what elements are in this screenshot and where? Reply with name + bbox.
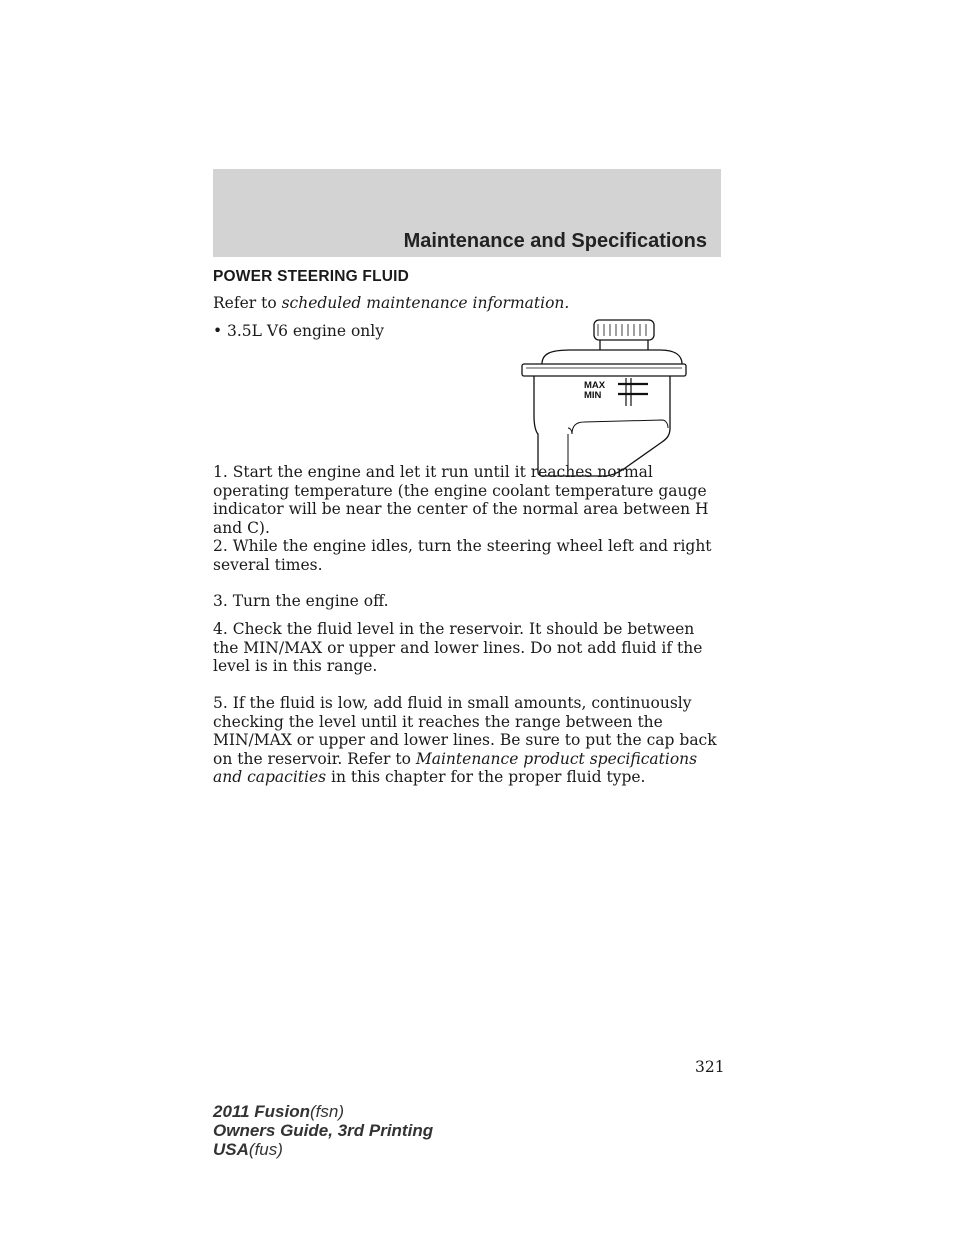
refer-link-text: scheduled maintenance information. — [281, 294, 570, 312]
section-heading: POWER STEERING FLUID — [213, 268, 410, 285]
reservoir-body — [534, 376, 670, 476]
footer-market: USA — [213, 1140, 249, 1159]
document-footer — [213, 1102, 433, 1159]
max-label: MAX — [584, 380, 606, 391]
step-1: 1. Start the engine and let it run until it reaches normal operating temperature (the engine coolant temperature gauge indicator will be near the center of the normal area between H and C). — [213, 463, 709, 537]
refer-paragraph — [213, 294, 721, 313]
step-4: 4. Check the fluid level in the reservoir. It should be between the MIN/MAX or upper and lower lines. Do not add fluid if the level is in this range. — [213, 620, 703, 675]
min-label: MIN — [584, 390, 602, 401]
chapter-title: Maintenance and Specifications — [403, 230, 707, 252]
footer-edition: Owners Guide, 3rd Printing — [213, 1121, 434, 1140]
reservoir-shoulder — [542, 350, 682, 364]
page-number: 321 — [695, 1058, 725, 1076]
chapter-header-bar — [213, 169, 721, 257]
power-steering-reservoir-illustration — [520, 316, 690, 480]
step-5-text-end: in this chapter for the proper fluid type. — [326, 768, 646, 786]
refer-prefix: Refer to — [213, 294, 282, 312]
step-5-text: 5. If the fluid is low, add fluid in small amounts, continuously checking the level until it reaches the range between the MIN/MAX or upper and lower lines. Be sure to put the cap back on the reservoir. Refer to — [213, 694, 717, 768]
step-5-reference: Maintenance product specifications and capacities — [213, 749, 698, 786]
footer-market-code: (fus) — [248, 1140, 283, 1159]
bullet-text: 3.5L V6 engine only — [227, 322, 384, 340]
footer-model-code: (fsn) — [310, 1102, 344, 1121]
step-2: 2. While the engine idles, turn the steering wheel left and right several times. — [213, 537, 712, 574]
reservoir-flange — [522, 364, 686, 376]
bullet-icon: • — [213, 322, 223, 340]
step-5 — [213, 694, 721, 787]
reservoir-cap — [594, 320, 654, 340]
footer-model: 2011 Fusion — [213, 1102, 310, 1121]
step-3: 3. Turn the engine off. — [213, 592, 389, 610]
